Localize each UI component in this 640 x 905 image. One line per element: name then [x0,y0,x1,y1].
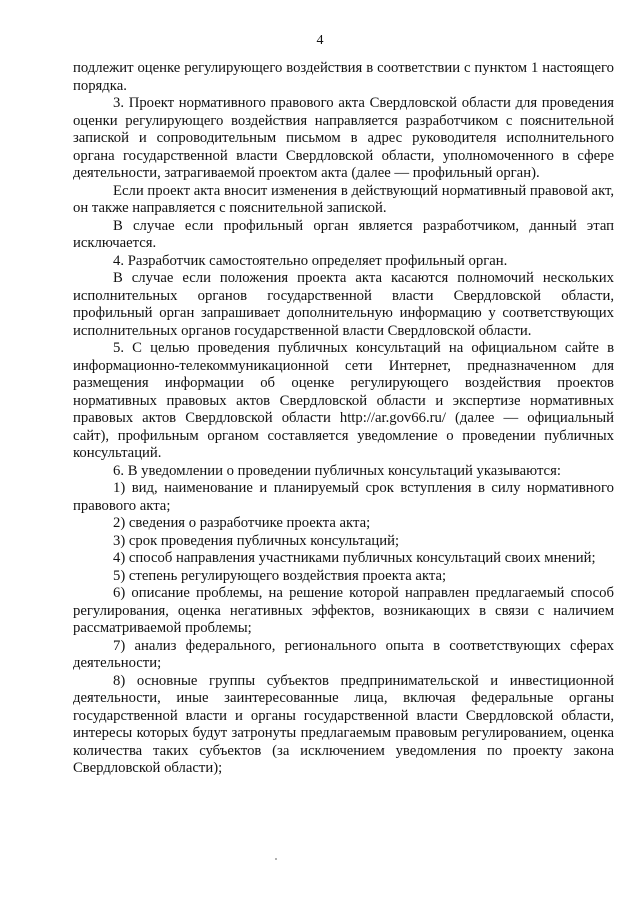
paragraph-item-5: 5. С целью проведения публичных консультаций на официальном сайте в информационно-телекоммуникационной сети Интернет, предназначенном для размещения информации об оценке регулирующего воздействия проектов нормативных правовых актов Свердловской области и экспертизе нормативных правовых актов Свердловской области http://ar.gov66.ru/ (далее — официальный сайт), профильным органом составляется уведомление о проведении публичных консультаций. [73,340,614,461]
page-number: 4 [316,33,324,48]
paragraph-item-6: 6. В уведомлении о проведении публичных консультаций указываются: [113,462,561,479]
list-item-5: 5) степень регулирующего воздействия проекта акта; [113,567,447,584]
list-item-8: 8) основные группы субъектов предпринимательской и инвестиционной деятельности, иные заинтересованные лица, включая федеральные органы государственной власти и органы государственной власти Свердловской области, интересы которых будут затронуты предлагаемым правовым регулированием, оценка количества таких субъектов (за исключением уведомления по проекту закона Свердловской области); [73,672,614,776]
scan-speck [275,858,277,860]
paragraph-amendment-note: Если проект акта вносит изменения в действующий нормативный правовой акт, он также направляется с пояснительной запиской. [73,182,614,216]
paragraph-multiple-bodies: В случае если положения проекта акта касаются полномочий нескольких исполнительных органов государственной власти Свердловской области, профильный орган запрашивает дополнительную информацию у соответствующих исполнительных органов государственной власти Свердловской области. [73,270,614,339]
paragraph-developer-exception: В случае если профильный орган является разработчиком, данный этап исключается. [73,217,614,251]
paragraph-item-4: 4. Разработчик самостоятельно определяет профильный орган. [113,252,508,269]
list-item-3: 3) срок проведения публичных консультаций; [113,532,400,549]
list-item-4: 4) способ направления участниками публичных консультаций своих мнений; [113,550,596,566]
list-item-7: 7) анализ федерального, регионального опыта в соответствующих сферах деятельности; [73,637,614,671]
list-item-2: 2) сведения о разработчике проекта акта; [113,515,371,531]
list-item-6: 6) описание проблемы, на решение которой направлен предлагаемый способ регулирования, оценка негативных эффектов, возникающих в связи с наличием рассматриваемой проблемы; [73,585,614,636]
document-body [73,60,614,778]
list-item-1: 1) вид, наименование и планируемый срок вступления в силу нормативного правового акта; [73,480,614,514]
paragraph-item-3: 3. Проект нормативного правового акта Свердловской области для проведения оценки регулирующего воздействия направляется разработчиком с пояснительной запиской и сопроводительным письмом в адрес руководителя исполнительного органа государственной власти Свердловской области, уполномоченного в сфере деятельности, затрагиваемой проектом акта (далее — профильный орган). [73,95,614,181]
paragraph-continuation: подлежит оценке регулирующего воздействия в соответствии с пунктом 1 настоящего порядка. [73,60,614,94]
